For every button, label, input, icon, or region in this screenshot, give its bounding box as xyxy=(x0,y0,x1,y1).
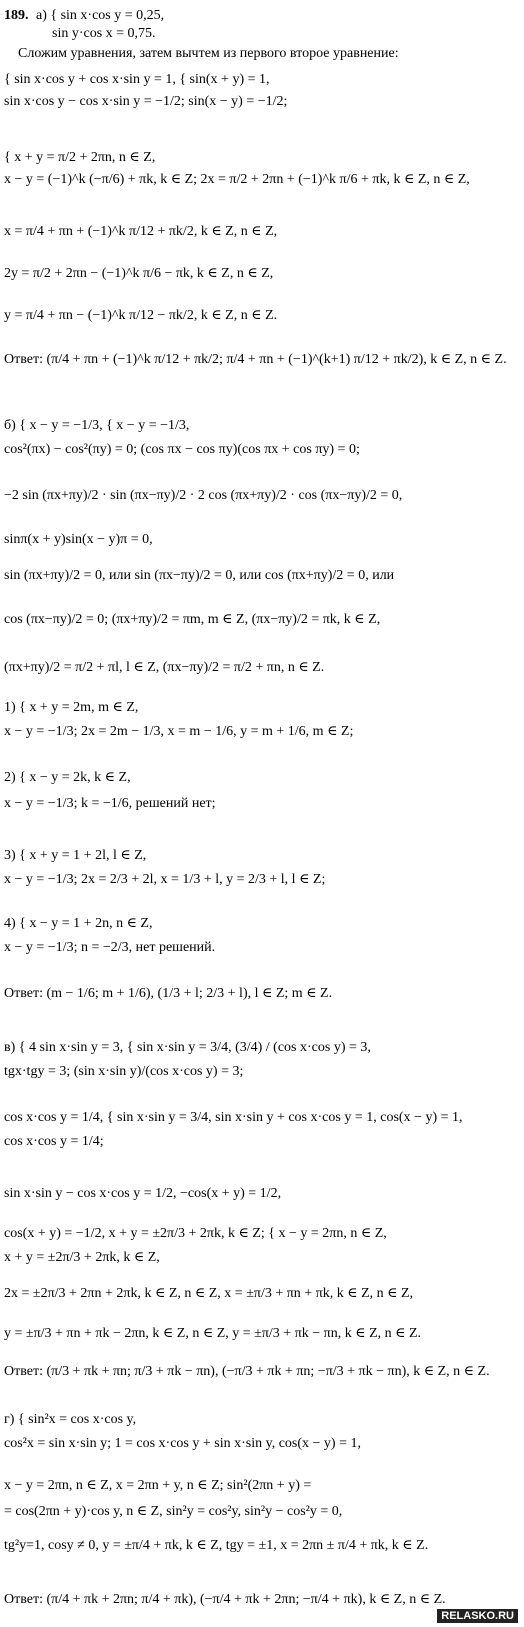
solution-line: г) { sin²x = cos x·cos y, xyxy=(4,1412,137,1427)
solution-line: sin y·cos x = 0,75. xyxy=(52,26,156,41)
solution-line: x − y = −1/3; n = −2/3, нет решений. xyxy=(4,940,216,955)
solution-line: sin (πx+πy)/2 = 0, или sin (πx−πy)/2 = 0, или cos (πx+πy)/2 = 0, или xyxy=(4,568,395,583)
solution-line: = cos(2πn + y)·cos y, n ∈ Z, sin²y = cos²y, sin²y − cos²y = 0, xyxy=(4,1504,343,1519)
solution-line: −2 sin (πx+πy)/2 · sin (πx−πy)/2 · 2 cos (πx+πy)/2 · cos (πx−πy)/2 = 0, xyxy=(4,488,403,503)
solution-line: 1) { x + y = 2m, m ∈ Z, xyxy=(4,700,139,715)
watermark-logo: RELASKO.RU xyxy=(437,1609,518,1623)
solution-line: Сложим уравнения, затем вычтем из первого второе уравнение: xyxy=(18,46,399,61)
solution-line: 2) { x − y = 2k, k ∈ Z, xyxy=(4,770,131,785)
solution-line: cos²x = sin x·sin y; 1 = cos x·cos y + sin x·sin y, cos(x − y) = 1, xyxy=(4,1436,361,1451)
solution-line: x − y = (−1)^k (−π/6) + πk, k ∈ Z; 2x = π/2 + 2πn + (−1)^k π/6 + πk, k ∈ Z, n ∈ Z, xyxy=(4,172,470,187)
solution-line: x − y = 2πn, n ∈ Z, x = 2πn + y, n ∈ Z; sin²(2πn + y) = xyxy=(4,1478,312,1493)
solution-line: cos(x + y) = −1/2, x + y = ±2π/3 + 2πk, k ∈ Z; { x − y = 2πn, n ∈ Z, xyxy=(4,1226,387,1241)
solution-line: x − y = −1/3; 2x = 2/3 + 2l, x = 1/3 + l, y = 2/3 + l, l ∈ Z; xyxy=(4,872,326,887)
solution-line: б) { x − y = −1/3, { x − y = −1/3, xyxy=(4,418,190,433)
solution-line: tg²y=1, cosy ≠ 0, y = ±π/4 + πk, k ∈ Z, tgy = ±1, x = 2πn ± π/4 + πk, k ∈ Z. xyxy=(4,1538,429,1553)
solution-line: 2y = π/2 + 2πn − (−1)^k π/6 − πk, k ∈ Z, n ∈ Z, xyxy=(4,266,274,281)
solution-line: в) { 4 sin x·sin y = 3, { sin x·sin y = 3/4, (3/4) / (cos x·cos y) = 3, xyxy=(4,1040,371,1055)
solution-line: (πx+πy)/2 = π/2 + πl, l ∈ Z, (πx−πy)/2 = π/2 + πn, n ∈ Z. xyxy=(4,660,325,675)
solution-line: cos (πx−πy)/2 = 0; (πx+πy)/2 = πm, m ∈ Z, (πx−πy)/2 = πk, k ∈ Z, xyxy=(4,612,381,627)
solution-line: Ответ: (π/4 + πn + (−1)^k π/12 + πk/2; π/4 + πn + (−1)^(k+1) π/12 + πk/2), k ∈ Z, n ∈ Z. xyxy=(4,352,507,367)
solution-line: { x + y = π/2 + 2πn, n ∈ Z, xyxy=(4,150,156,165)
solution-line: Ответ: (π/3 + πk + πn; π/3 + πk − πn), (−π/3 + πk + πn; −π/3 + πk − πn), k ∈ Z, n ∈ Z. xyxy=(4,1364,490,1379)
solution-line: x − y = −1/3; 2x = 2m − 1/3, x = m − 1/6, y = m + 1/6, m ∈ Z; xyxy=(4,724,354,739)
solution-line: cos x·cos y = 1/4, { sin x·sin y = 3/4, sin x·sin y + cos x·cos y = 1, cos(x − y) = 1, xyxy=(4,1110,463,1125)
solution-line: 3) { x + y = 1 + 2l, l ∈ Z, xyxy=(4,848,147,863)
solution-line: y = π/4 + πn − (−1)^k π/12 − πk/2, k ∈ Z, n ∈ Z. xyxy=(4,308,278,323)
solution-line: x + y = ±2π/3 + 2πk, k ∈ Z, xyxy=(4,1250,160,1265)
solution-line: Ответ: (m − 1/6; m + 1/6), (1/3 + l; 2/3 + l), l ∈ Z; m ∈ Z. xyxy=(4,986,333,1001)
solution-line: cos x·cos y = 1/4; xyxy=(4,1134,104,1149)
solution-line: 2x = ±2π/3 + 2πn + 2πk, k ∈ Z, n ∈ Z, x = ±π/3 + πn + πk, k ∈ Z, n ∈ Z, xyxy=(4,1286,414,1301)
solution-line: { sin x·cos y + cos x·sin y = 1, { sin(x + y) = 1, xyxy=(4,72,270,87)
solution-line: sin x·cos y − cos x·sin y = −1/2; sin(x − y) = −1/2; xyxy=(4,94,288,109)
solution-line: x − y = −1/3; k = −1/6, решений нет; xyxy=(4,796,216,811)
solution-line: а) { sin x·cos y = 0,25, xyxy=(36,8,165,23)
solution-line: Ответ: (π/4 + πk + 2πn; π/4 + πk), (−π/4 + πk + 2πn; −π/4 + πk), k ∈ Z, n ∈ Z. xyxy=(4,1592,446,1607)
solution-line: y = ±π/3 + πn + πk − 2πn, k ∈ Z, n ∈ Z, y = ±π/3 + πk − πn, k ∈ Z, n ∈ Z. xyxy=(4,1326,422,1341)
problem-number: 189. xyxy=(4,8,29,23)
solution-line: sin x·sin y − cos x·cos y = 1/2, −cos(x + y) = 1/2, xyxy=(4,1186,282,1201)
solution-line: sinπ(x + y)sin(x − y)π = 0, xyxy=(4,532,153,547)
solution-line: x = π/4 + πn + (−1)^k π/12 + πk/2, k ∈ Z, n ∈ Z, xyxy=(4,224,278,239)
solution-line: tgx·tgy = 3; (sin x·sin y)/(cos x·cos y) = 3; xyxy=(4,1064,244,1079)
solution-line: 4) { x − y = 1 + 2n, n ∈ Z, xyxy=(4,916,153,931)
solution-line: cos²(πx) − cos²(πy) = 0; (cos πx − cos πy)(cos πx + cos πy) = 0; xyxy=(4,442,360,457)
